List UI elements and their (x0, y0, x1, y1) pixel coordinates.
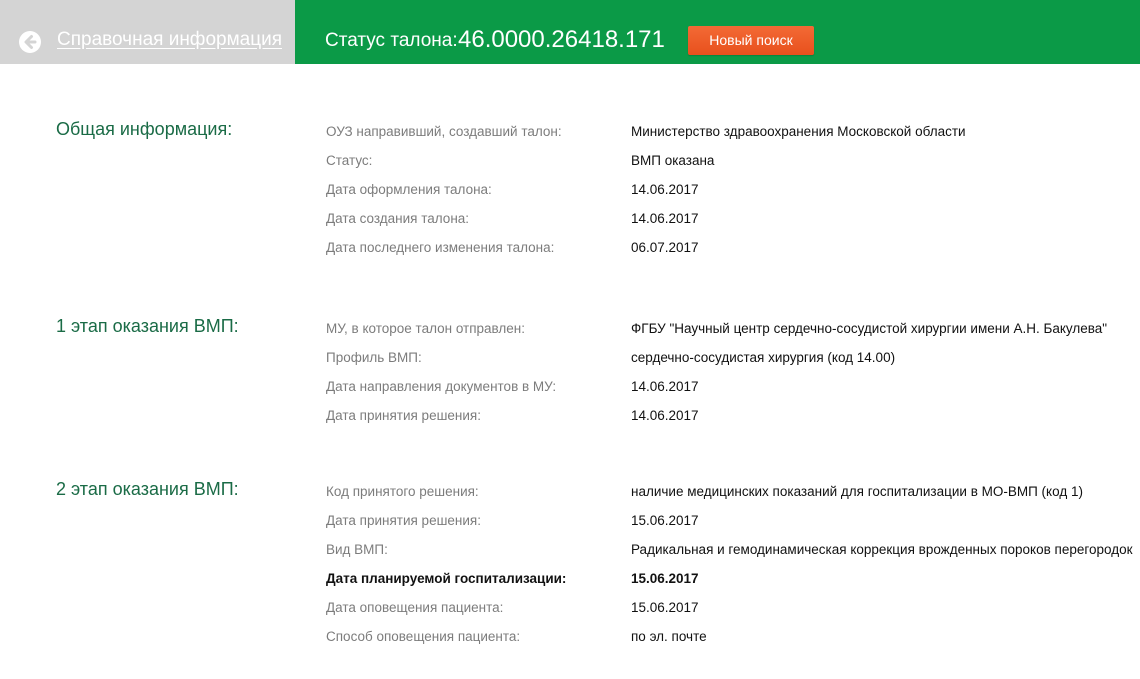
row-label: Дата планируемой госпитализации: (326, 571, 567, 586)
row-label: Профиль ВМП: (326, 350, 422, 365)
section-title: 1 этап оказания ВМП: (56, 316, 239, 336)
row-value: ВМП оказана (631, 153, 715, 168)
section-title: Общая информация: (56, 119, 233, 139)
row-value: 14.06.2017 (631, 379, 699, 394)
row-label: Дата принятия решения: (326, 408, 481, 423)
back-link[interactable]: Справочная информация (57, 29, 282, 50)
row-label: Дата направления документов в МУ: (326, 379, 557, 394)
row-label: МУ, в которое талон отправлен: (326, 321, 525, 336)
row-value: 15.06.2017 (631, 600, 699, 615)
row-label: Способ оповещения пациента: (326, 629, 521, 644)
row-value: ФГБУ "Научный центр сердечно-сосудистой хирургии имени А.Н. Бакулева" (631, 321, 1108, 336)
new-search-button[interactable]: Новый поиск (688, 26, 814, 55)
row-value: 14.06.2017 (631, 211, 699, 226)
row-value: 15.06.2017 (631, 571, 699, 586)
top-bar (0, 0, 1140, 64)
row-value: 15.06.2017 (631, 513, 699, 528)
ticket-number: 46.0000.26418.171 (458, 26, 665, 53)
row-value: 14.06.2017 (631, 182, 699, 197)
row-value: наличие медицинских показаний для госпитализации в МО-ВМП (код 1) (631, 484, 1083, 499)
status-label: Статус талона: (325, 30, 458, 51)
section-title: 2 этап оказания ВМП: (56, 479, 239, 499)
row-value: Министерство здравоохранения Московской области (631, 124, 966, 139)
row-label: Дата принятия решения: (326, 513, 481, 528)
arrow-left-icon[interactable] (19, 31, 41, 53)
row-value: по эл. почте (631, 629, 707, 644)
row-value: 14.06.2017 (631, 408, 699, 423)
row-label: ОУЗ направивший, создавший талон: (326, 124, 562, 139)
row-label: Дата оповещения пациента: (326, 600, 504, 615)
row-label: Код принятого решения: (326, 484, 479, 499)
row-value: сердечно-сосудистая хирургия (код 14.00) (631, 350, 896, 365)
status-panel (295, 0, 1140, 64)
row-label: Дата создания талона: (326, 211, 470, 226)
row-label: Статус: (326, 153, 373, 168)
row-value: 06.07.2017 (631, 240, 699, 255)
row-label: Вид ВМП: (326, 542, 388, 557)
row-value: Радикальная и гемодинамическая коррекция врожденных пороков перегородок (631, 542, 1133, 557)
back-panel[interactable] (0, 0, 295, 64)
row-label: Дата последнего изменения талона: (326, 240, 555, 255)
row-label: Дата оформления талона: (326, 182, 492, 197)
